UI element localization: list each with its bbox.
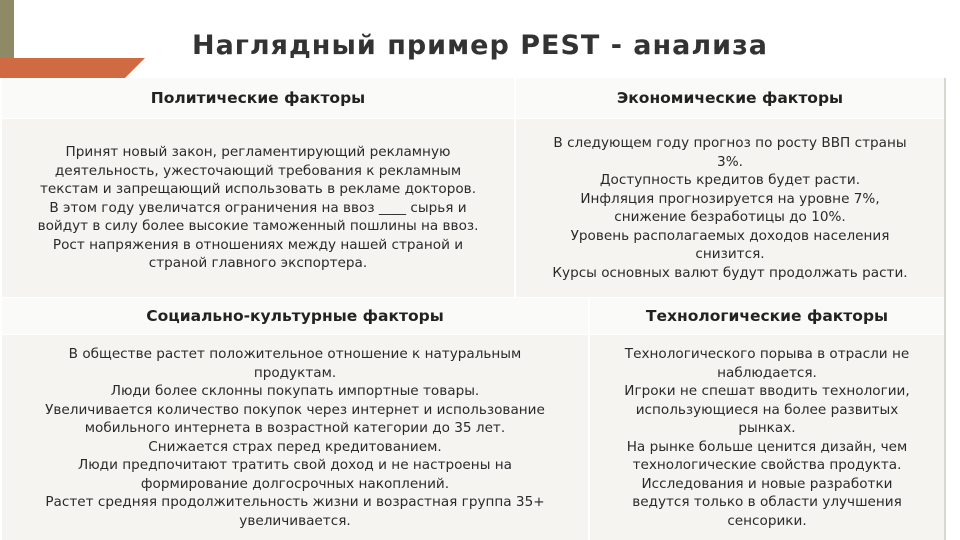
- economic-header-label: Экономические факторы: [616, 89, 844, 107]
- social-header-label: Социально-культурные факторы: [146, 307, 444, 325]
- economic-header: [516, 78, 944, 118]
- economic-text: В следующем году прогноз по росту ВВП страны 3%. Доступность кредитов будет расти. Инфляция прогнозируется на уровне 7%, снижение безработицы до 10%. Уровень располагаемых доходов населения снизится. Курсы основных валют будут продолжать расти.: [552, 135, 908, 281]
- social-header: [2, 298, 588, 334]
- social-text: В обществе растет положительное отношение к натуральным продуктам. Люди более склонны покупать импортные товары. Увеличивается количество покупок через интернет и использование мобильного интернета в возрастной категории до 35 лет. Снижается страх перед кредитованием. Люди предпочитают тратить свой доход и не настроены на формирование долгосрочных накоплений. Растет средняя продолжительность жизни и возрастная группа 35+ увеличивается.: [45, 346, 545, 529]
- technological-text: Технологического порыва в отрасли не наблюдается. Игроки не спешат вводить технологии, использующиеся на более развитых рынках. На рынке больше ценится дизайн, чем технологические свойства продукта. Исследования и новые разработки ведутся только в области улучшения сенсорики.: [624, 346, 910, 529]
- economic-body: [516, 119, 944, 297]
- political-text: Принят новый закон, регламентирующий рекламную деятельность, ужесточающий требования к рекламным текстам и запрещающий использовать в рекламе докторов. В этом году увеличатся ограничения на ввоз ____ сырья и войдут в силу более высокие таможенный пошлины на ввоз. Рост напряжения в отношениях между нашей страной и страной главного экспортера.: [37, 144, 479, 272]
- technological-header: [590, 298, 944, 334]
- page-title: Наглядный пример PEST - анализа: [191, 30, 769, 61]
- technological-header-label: Технологические факторы: [645, 307, 889, 325]
- right-border: [944, 78, 946, 540]
- political-header-label: Политические факторы: [150, 89, 366, 107]
- social-body: [2, 335, 588, 540]
- political-body: [2, 119, 514, 297]
- technological-body: [590, 335, 944, 540]
- accent-triangle: [125, 58, 145, 78]
- political-header: [2, 78, 514, 118]
- accent-bar-orange: [0, 58, 125, 78]
